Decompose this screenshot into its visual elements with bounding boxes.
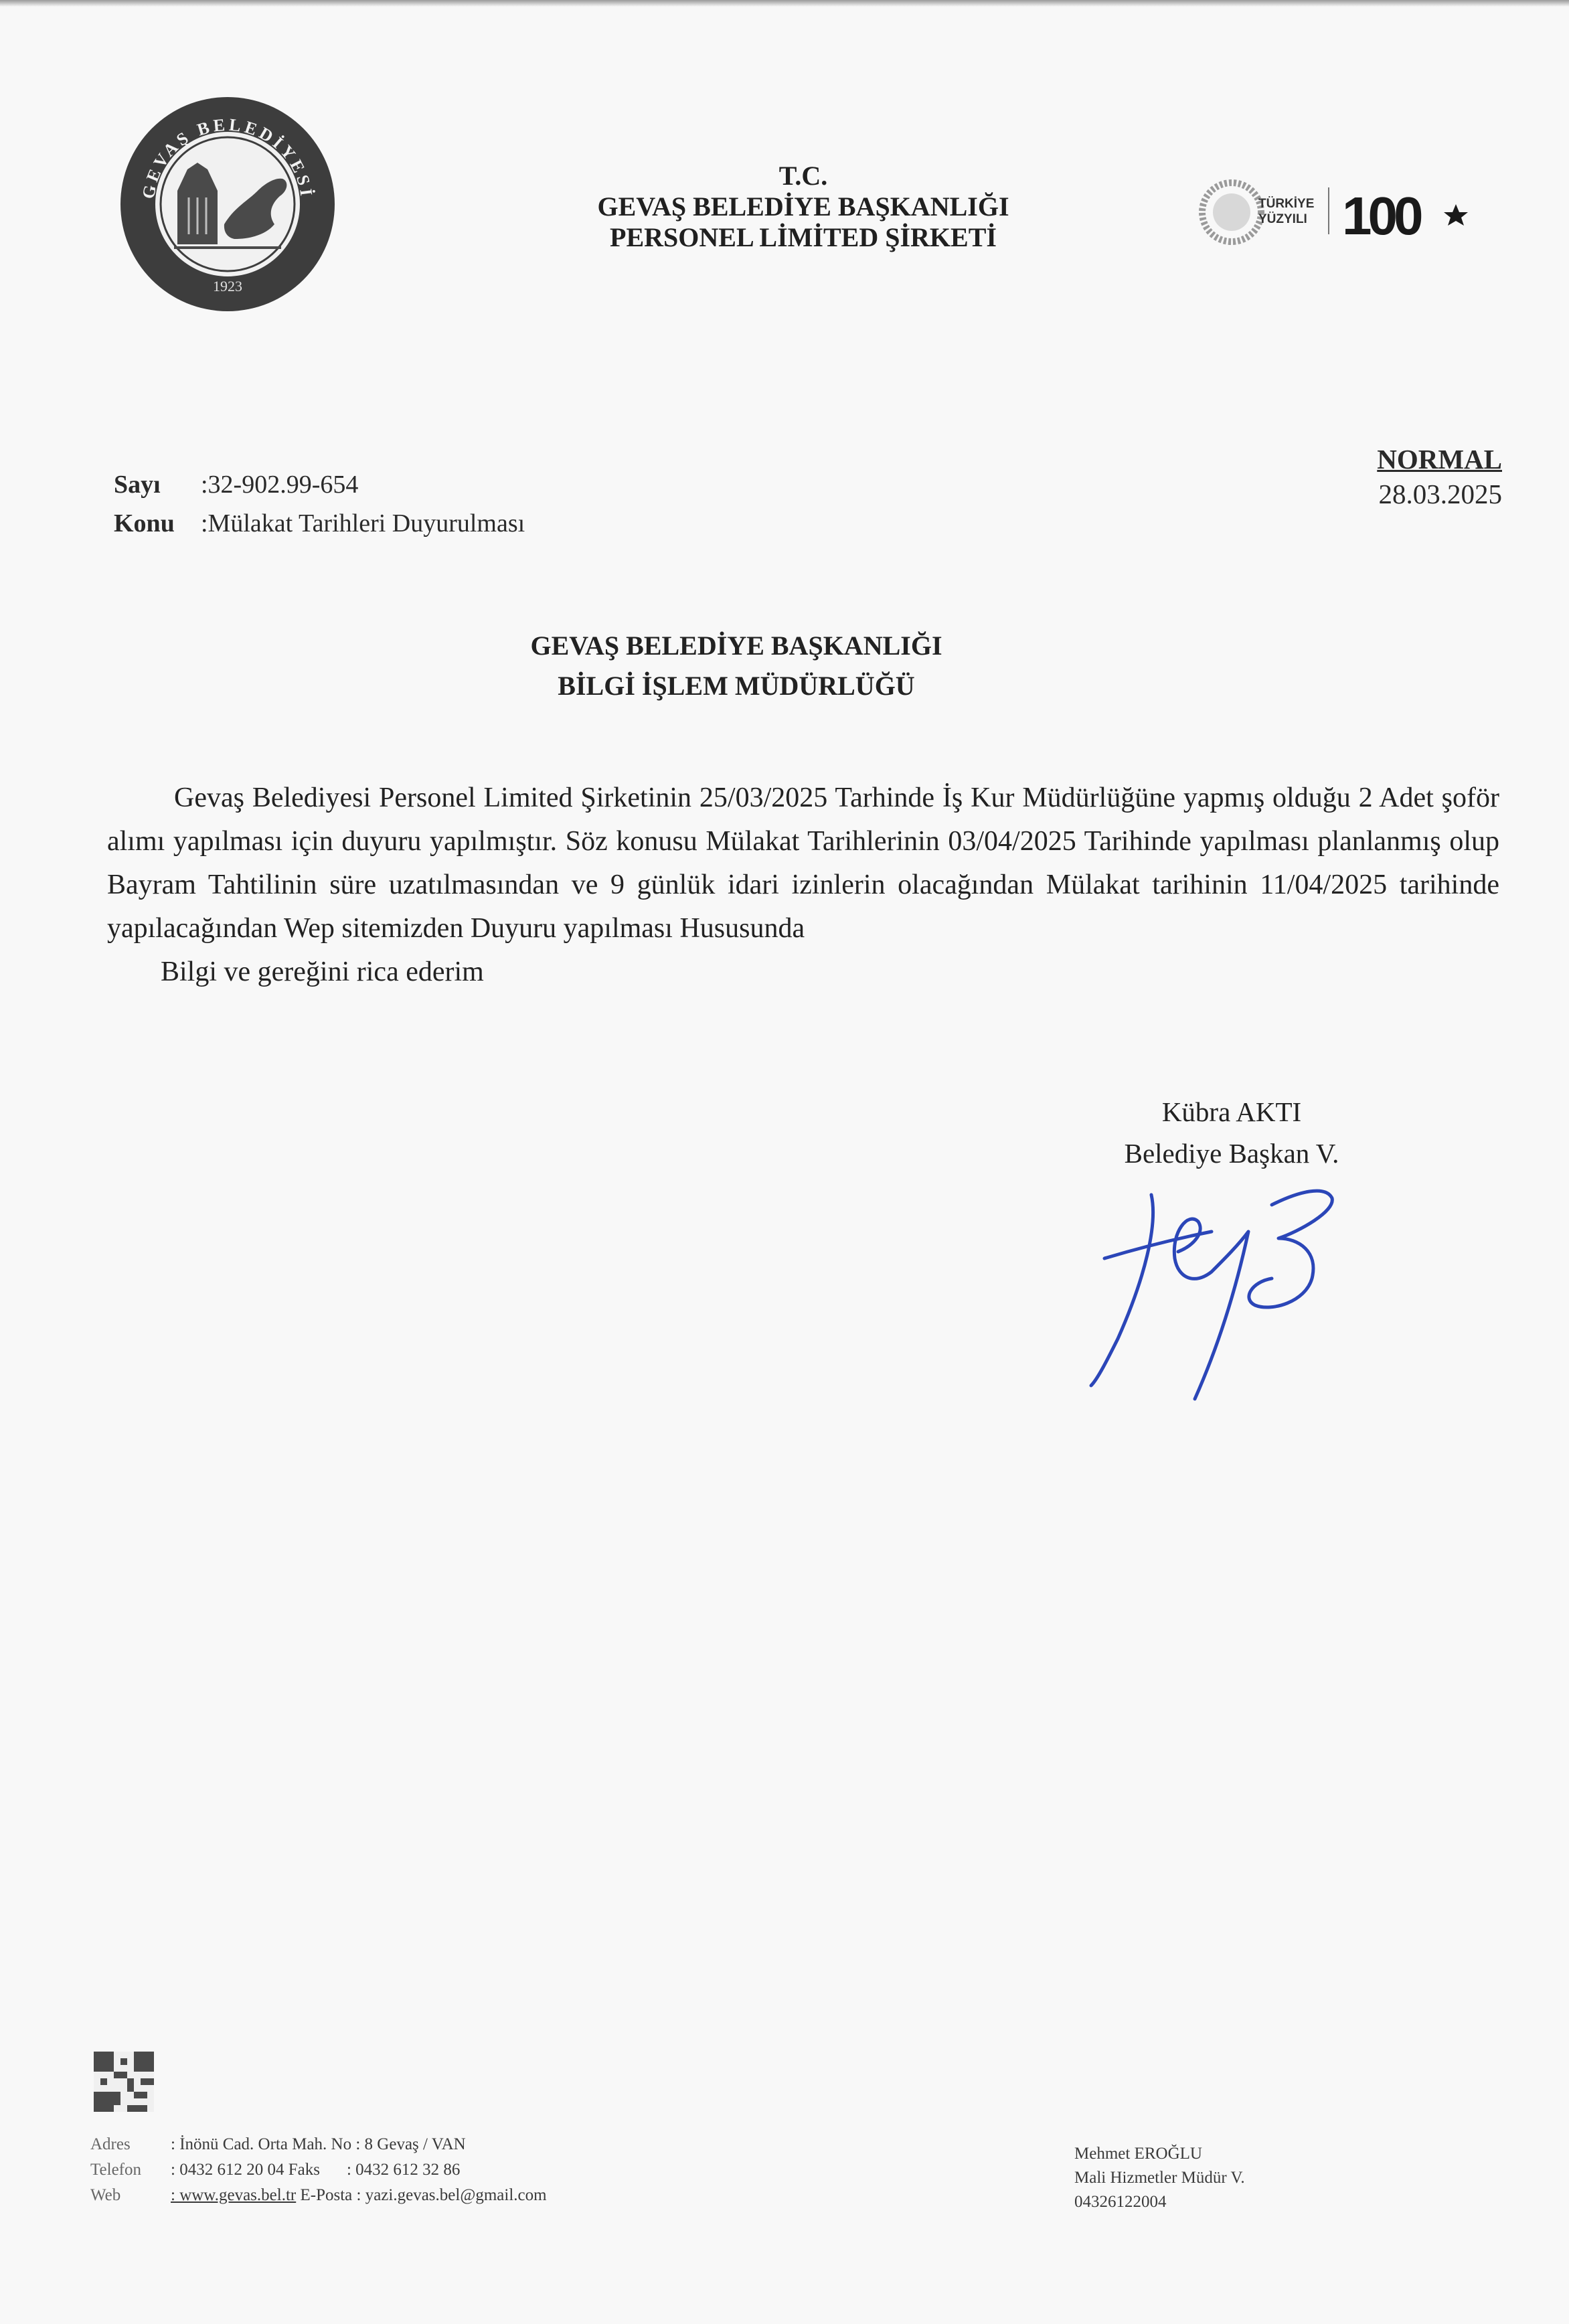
body-closing: Bilgi ve gereğini rica ederim [161, 957, 484, 987]
konu-value: :Mülakat Tarihleri Duyurulması [201, 509, 525, 537]
telefon-value: : 0432 612 20 04 [171, 2161, 284, 2179]
logo-number: 100 [1342, 186, 1420, 246]
logo-line2: YÜZYILI [1258, 212, 1307, 226]
contact-title: Mali Hizmetler Müdür V. [1074, 2169, 1245, 2187]
contact-phone: 04326122004 [1074, 2193, 1167, 2211]
letter-body [107, 776, 1499, 994]
signer-block [1064, 1091, 1399, 1174]
footer-contact [90, 2132, 547, 2208]
faks-label: Faks [288, 2161, 320, 2179]
logo-line1: TÜRKİYE [1258, 197, 1315, 211]
faks-value: : 0432 612 32 86 [346, 2161, 461, 2179]
telefon-label: Telefon [90, 2161, 141, 2179]
document-classification-date [1377, 442, 1502, 511]
seal-year: 1923 [213, 278, 242, 295]
adres-value: : İnönü Cad. Orta Mah. No : 8 Gevaş / VAN [171, 2135, 466, 2153]
addressee-line1: GEVAŞ BELEDİYE BAŞKANLIĞI [530, 631, 942, 661]
sayi-row [114, 465, 525, 504]
signer-name: Kübra AKTI [1161, 1096, 1302, 1127]
footer-address-row [90, 2132, 547, 2157]
addressee-line2: BİLGİ İŞLEM MÜDÜRLÜĞÜ [558, 671, 915, 701]
header-line-company: PERSONEL LİMİTED ŞİRKETİ [610, 222, 997, 252]
handwritten-signature-icon [1078, 1185, 1359, 1412]
document-meta [114, 465, 525, 543]
eposta-label: E-Posta [300, 2186, 353, 2204]
letterhead-title [469, 161, 1138, 253]
turkiye-yuzyili-logo-icon [1191, 171, 1493, 258]
sayi-label: Sayı [114, 471, 161, 499]
sayi-value: :32-902.99-654 [201, 471, 359, 499]
addressee [402, 626, 1071, 706]
seal-arc-text: GEVAŞ BELEDİYESİ [138, 114, 317, 201]
web-value[interactable]: : www.gevas.bel.tr [171, 2186, 297, 2204]
header-line-municipality: GEVAŞ BELEDİYE BAŞKANLIĞI [597, 191, 1009, 222]
header-line-tc: T.C. [778, 161, 828, 191]
signer-title: Belediye Başkan V. [1124, 1138, 1339, 1169]
footer-contact-person [1074, 2142, 1245, 2214]
contact-name: Mehmet EROĞLU [1074, 2145, 1202, 2163]
qr-code-icon [94, 2052, 154, 2112]
body-paragraph: Gevaş Belediyesi Personel Limited Şirketinin 25/03/2025 Tarhinde İş Kur Müdürlüğüne yapmış olduğu 2 Adet şoför alımı yapılması için duyuru yapılmıştır. Söz konusu Mülakat Tarihlerinin 03/04/2025 Tarihinde yapılması planlanmış olup Bayram Tahtilinin süre uzatılmasından ve 9 günlük idari izinlerin olacağından Mülakat tarihinin 11/04/2025 tarihinde yapılacağından Wep sitemizden Duyuru yapılması Hususunda [107, 782, 1499, 944]
footer-phone-row [90, 2157, 547, 2183]
web-label: Web [90, 2186, 121, 2204]
adres-label: Adres [90, 2135, 131, 2153]
eposta-value[interactable]: : yazi.gevas.bel@gmail.com [356, 2186, 547, 2204]
konu-label: Konu [114, 509, 175, 537]
document-date: 28.03.2025 [1378, 479, 1502, 509]
classification: NORMAL [1377, 444, 1502, 475]
municipal-seal-icon [114, 90, 341, 318]
konu-row [114, 504, 525, 543]
scan-top-edge [0, 0, 1569, 7]
footer-web-row [90, 2183, 547, 2208]
